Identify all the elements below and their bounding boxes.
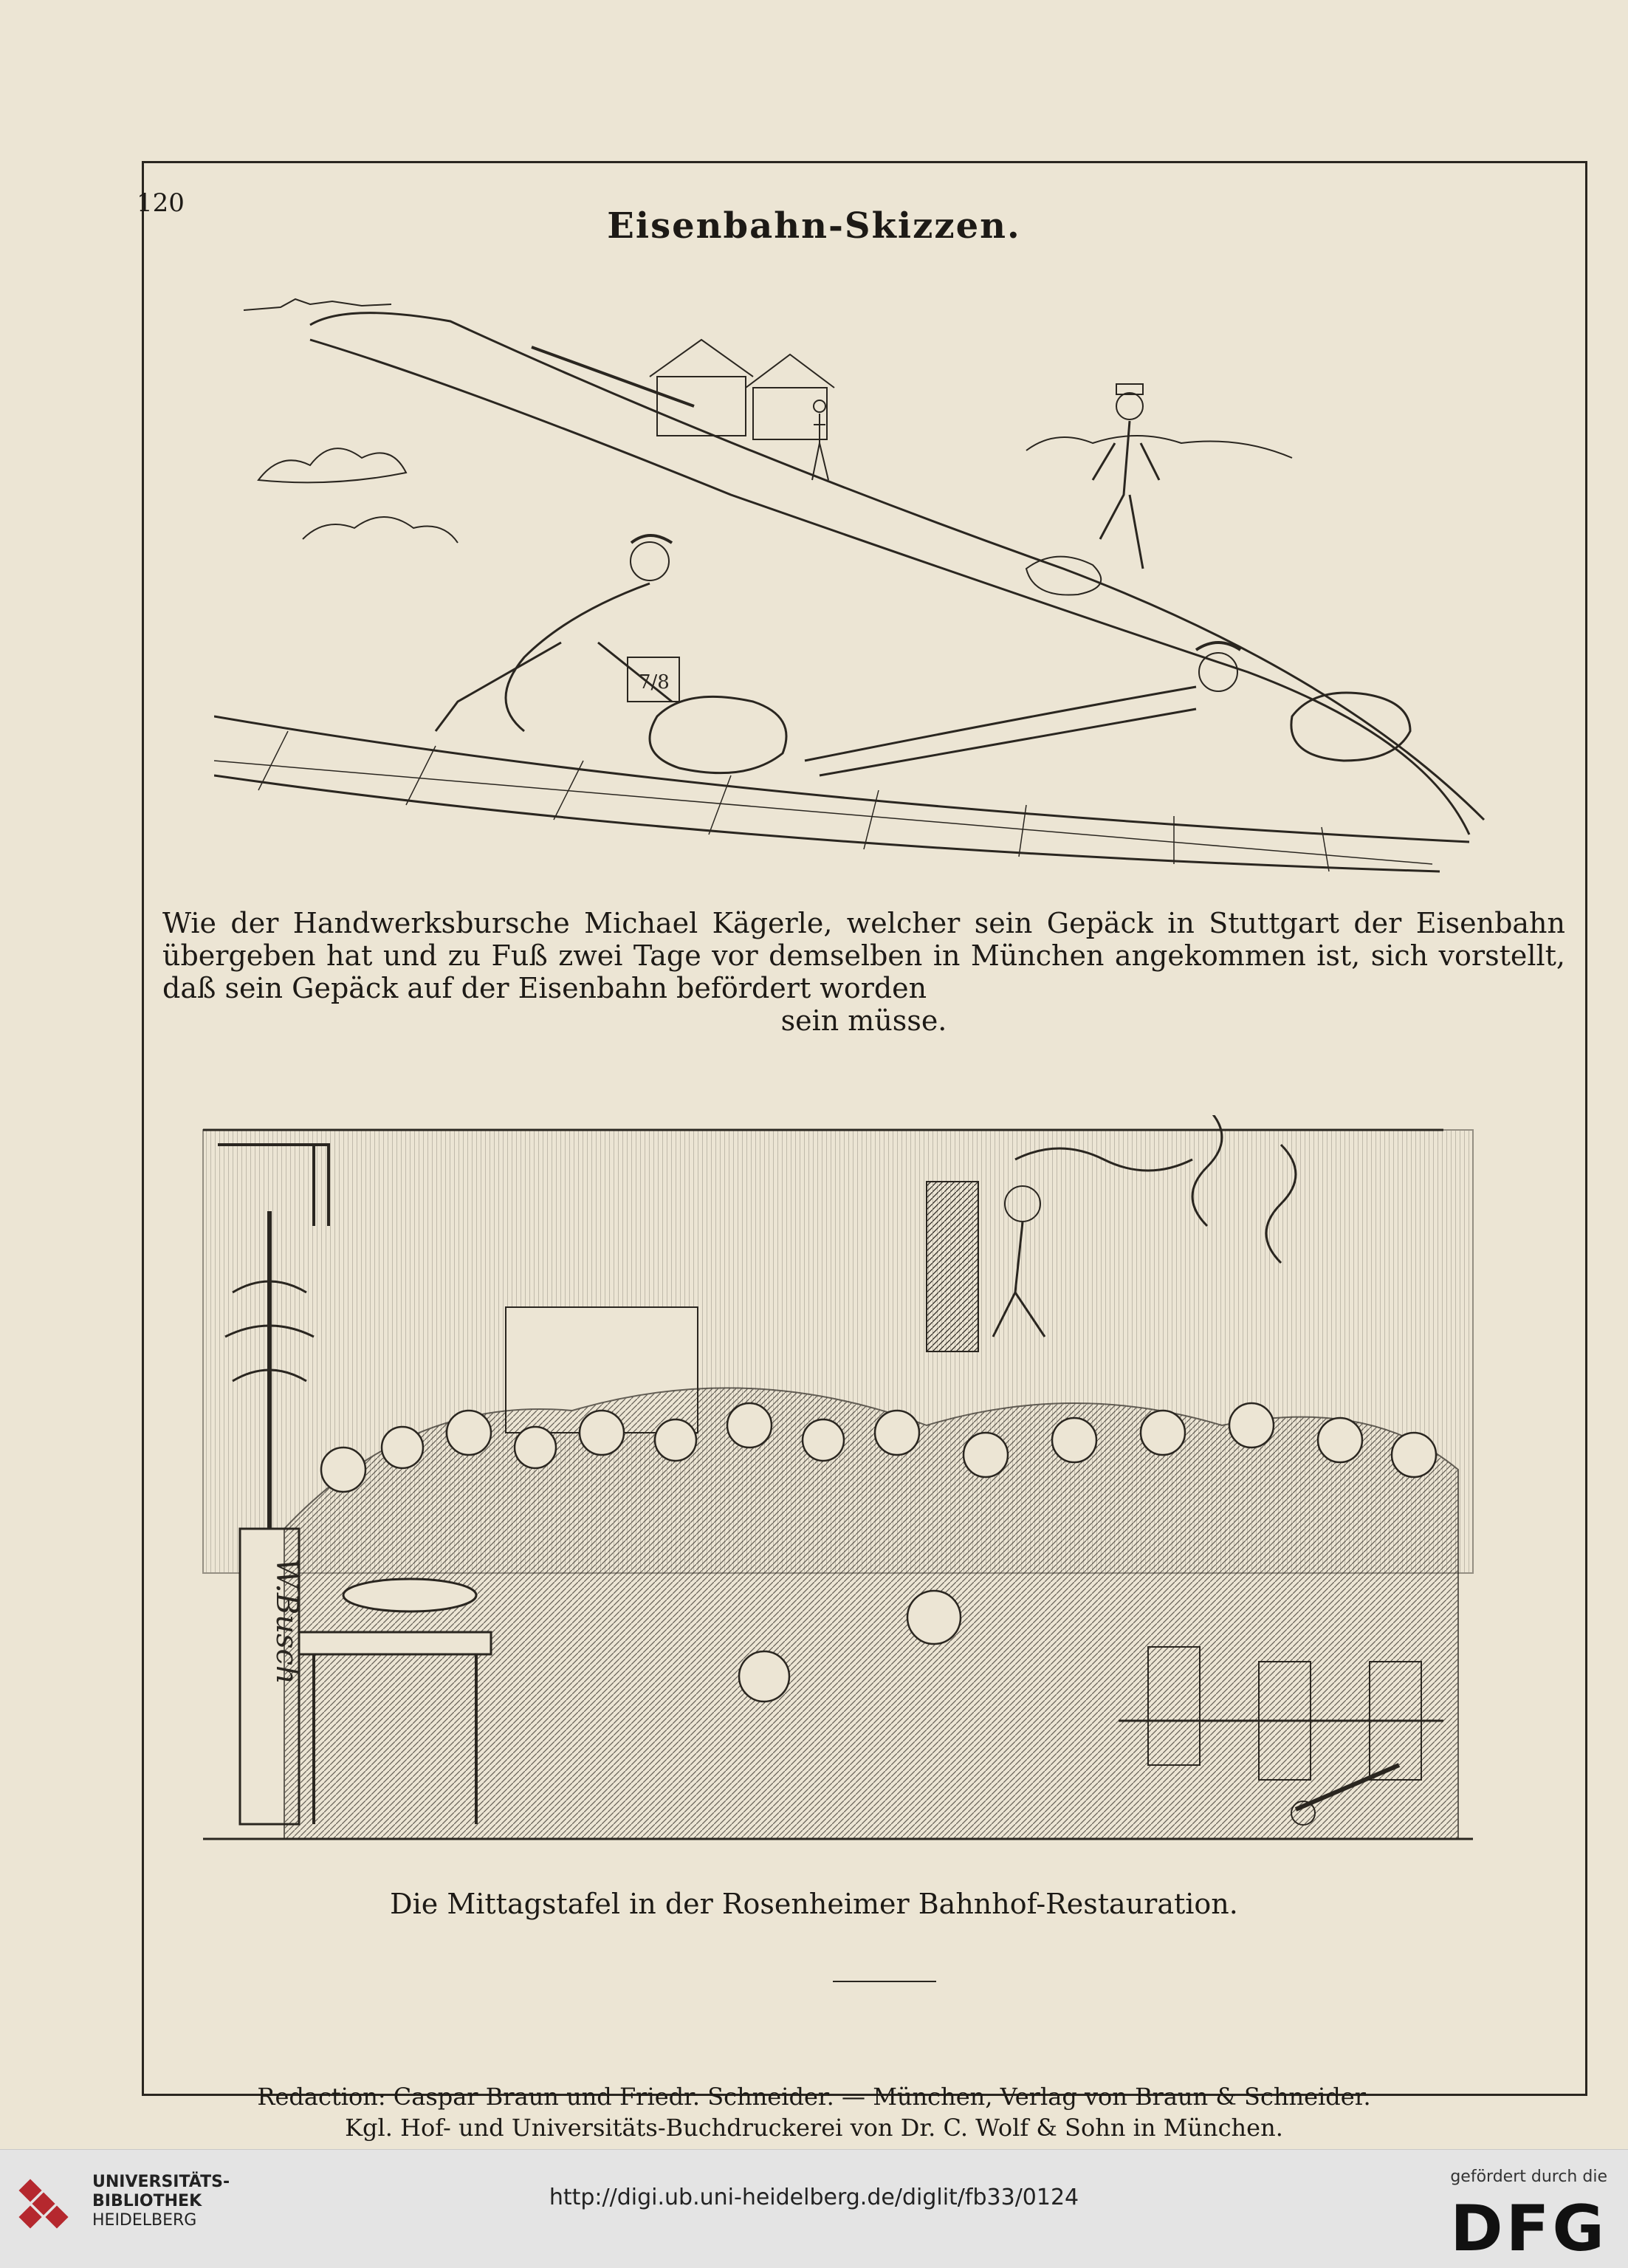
mile-sign-label: 7/8 <box>639 671 670 693</box>
imprint <box>0 2081 1628 2143</box>
library-name-line-3: HEIDELBERG <box>92 2211 197 2230</box>
imprint-line-2: Kgl. Hof- und Universitäts-Buchdruckerei von Dr. C. Wolf & Sohn in München. <box>345 2114 1283 2142</box>
library-name-line-1: UNIVERSITÄTS- <box>92 2173 230 2191</box>
separator-rule <box>833 1981 936 1982</box>
top-caption-line-3: sein müsse. <box>780 1004 947 1037</box>
page-title: Eisenbahn-Skizzen. <box>607 205 1021 247</box>
library-name-line-2: BIBLIOTHEK <box>92 2192 202 2210</box>
artist-signature: W.Busch <box>269 1558 303 1685</box>
railway-illustration <box>214 258 1514 894</box>
source-url-link[interactable]: http://digi.ub.uni-heidelberg.de/diglit/fb33/0124 <box>549 2185 1079 2210</box>
funding-label: gefördert durch die <box>1450 2168 1607 2186</box>
dfg-logo-icon[interactable]: DFG <box>1450 2192 1607 2266</box>
bottom-caption: Die Mittagstafel in der Rosenheimer Bahnhof-Restauration. <box>390 1888 1238 1920</box>
imprint-line-1: Redaction: Caspar Braun und Friedr. Schneider. — München, Verlag von Braun & Schneider. <box>257 2083 1371 2111</box>
top-caption-line-1: Wie der Handwerksbursche Michael Kägerle, welcher sein Gepäck in Stuttgart der Eisenbahn übergeben hat und zu Fuß <box>162 907 1565 972</box>
restaurant-illustration <box>188 1115 1488 1868</box>
top-caption-line-2: zwei Tage vor demselben in München angekommen ist, sich vorstellt, daß sein Gepäck auf der Eisenbahn befördert worden <box>162 939 1565 1004</box>
top-caption <box>162 907 1565 1037</box>
page-number: 120 <box>137 188 185 218</box>
